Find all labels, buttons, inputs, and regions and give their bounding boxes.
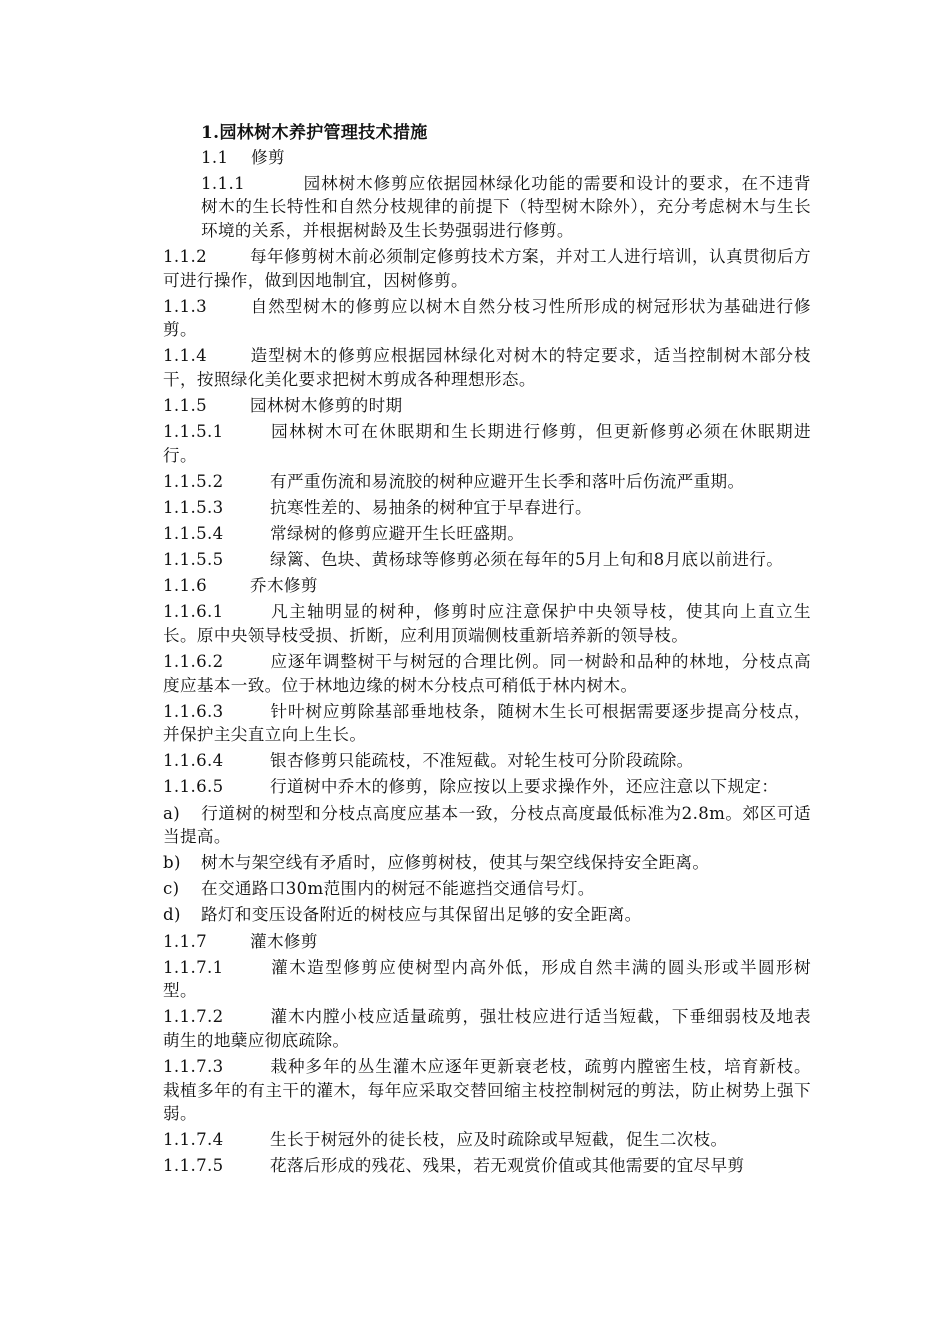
- paragraph: [163, 600, 811, 647]
- paragraph-number: 1.1.7.5: [163, 1156, 224, 1176]
- paragraph-number: 1.1.1: [201, 173, 245, 193]
- paragraph: [163, 522, 811, 546]
- paragraph-text: 树木与架空线有矛盾时，应修剪树枝，使其与架空线保持安全距离。: [201, 853, 710, 873]
- paragraph-number: 1.1.5.1: [163, 422, 224, 442]
- paragraph-number: 1.1.5: [163, 396, 207, 416]
- section-number: 1.1: [201, 147, 229, 167]
- paragraph: [163, 650, 811, 697]
- paragraph: [163, 295, 811, 342]
- paragraph: [163, 930, 811, 954]
- paragraph: [163, 877, 811, 901]
- paragraph-number: 1.1.5.4: [163, 524, 224, 543]
- paragraph-number: 1.1.2: [163, 246, 207, 266]
- paragraph-number: 1.1.6.2: [163, 651, 224, 671]
- doc-title: 1.园林树木养护管理技术措施: [201, 123, 428, 143]
- paragraph-text: 乔木修剪: [250, 576, 318, 596]
- paragraph-text: 抗寒性差的、易抽条的树种宜于早春进行。: [270, 497, 592, 517]
- paragraph: [163, 548, 811, 572]
- paragraph-number: 1.1.7.4: [163, 1130, 224, 1150]
- paragraph-number: a): [163, 803, 181, 823]
- paragraph-text: 应逐年调整树干与树冠的合理比例。同一树龄和品种的林地，分枝点高度应基本一致。位于林地边缘的树木分枝点可稍低于林内树木。: [163, 651, 811, 695]
- paragraph: [163, 1154, 811, 1178]
- paragraph-number: 1.1.5.5: [163, 550, 224, 570]
- paragraph-number: d): [163, 905, 181, 925]
- paragraph: [163, 172, 811, 243]
- paragraph: [163, 496, 811, 520]
- paragraph-text: 绿篱、色块、黄杨球等修剪必须在每年的5月上旬和8月底以前进行。: [270, 550, 784, 570]
- section-heading: [163, 146, 811, 170]
- paragraph-text: 凡主轴明显的树种，修剪时应注意保护中央领导枝，使其向上直立生长。原中央领导枝受损、折断，应利用顶端侧枝重新培养新的领导枝。: [163, 602, 811, 645]
- paragraph-text: 园林树木修剪的时期: [250, 396, 403, 416]
- paragraph: [163, 1128, 811, 1152]
- paragraph-text: 园林树木修剪应依据园林绿化功能的需要和设计的要求，在不违背树木的生长特性和自然分枝规律的前提下（特型树木除外），充分考虑树木与生长环境的关系，并根据树龄及生长势强弱进行修剪。: [201, 173, 811, 240]
- paragraph-number: 1.1.6.1: [163, 602, 224, 622]
- paragraph-text: 每年修剪树木前必须制定修剪技术方案，并对工人进行培训，认真贯彻后方可进行操作，做到因地制宜，因树修剪。: [163, 246, 811, 290]
- paragraph-number: 1.1.7.2: [163, 1007, 224, 1027]
- paragraph: [163, 775, 811, 799]
- paragraph: [163, 245, 811, 292]
- paragraph-number: 1.1.6.3: [163, 701, 224, 721]
- paragraph-text: 生长于树冠外的徒长枝，应及时疏除或早短截，促生二次枝。: [270, 1130, 728, 1150]
- paragraph-number: 1.1.6.4: [163, 751, 224, 771]
- paragraph-text: 银杏修剪只能疏枝，不准短截。对轮生枝可分阶段疏除。: [270, 751, 694, 771]
- paragraph: [163, 749, 811, 773]
- paragraph: [163, 574, 811, 598]
- paragraph-number: 1.1.5.3: [163, 497, 224, 517]
- paragraph-text: 灌木内膛小枝应适量疏剪，强壮枝应进行适当短截，下垂细弱枝及地表萌生的地蘖应彻底疏除。: [163, 1007, 811, 1050]
- paragraph: [163, 1055, 811, 1126]
- paragraph-text: 灌木造型修剪应使树型内高外低，形成自然丰满的圆头形或半圆形树型。: [163, 957, 811, 1001]
- paragraph-text: 灌木修剪: [250, 931, 318, 951]
- paragraph-text: 栽种多年的丛生灌木应逐年更新衰老枝，疏剪内膛密生枝，培育新枝。栽植多年的有主干的灌木，每年应采取交替回缩主枝控制树冠的剪法，防止树势上强下弱。: [163, 1056, 811, 1124]
- paragraph-number: 1.1.4: [163, 346, 207, 366]
- section-text: 修剪: [251, 147, 285, 167]
- paragraph-text: 行道树的树型和分枝点高度应基本一致，分枝点高度最低标准为2.8m。郊区可适当提高。: [163, 803, 811, 847]
- paragraph-text: 常绿树的修剪应避开生长旺盛期。: [270, 524, 525, 543]
- paragraph-text: 自然型树木的修剪应以树木自然分枝习性所形成的树冠形状为基础进行修剪。: [163, 296, 811, 340]
- paragraph-text: 路灯和变压设备附近的树枝应与其保留出足够的安全距离。: [201, 905, 642, 925]
- paragraph-list: [163, 172, 811, 1178]
- paragraph: [163, 394, 811, 418]
- paragraph-number: 1.1.5.2: [163, 471, 224, 491]
- paragraph-number: 1.1.6: [163, 576, 207, 596]
- paragraph-text: 造型树木的修剪应根据园林绿化对树木的特定要求，适当控制树木部分枝干，按照绿化美化要求把树木剪成各种理想形态。: [163, 346, 811, 389]
- paragraph-number: 1.1.7: [163, 931, 207, 951]
- paragraph-number: 1.1.7.1: [163, 957, 224, 977]
- paragraph: [163, 1005, 811, 1052]
- paragraph: [163, 470, 811, 494]
- paragraph-text: 行道树中乔木的修剪，除应按以上要求操作外，还应注意以下规定：: [270, 777, 779, 797]
- paragraph-text: 在交通路口30m范围内的树冠不能遮挡交通信号灯。: [201, 879, 595, 899]
- paragraph-text: 园林树木可在休眠期和生长期进行修剪，但更新修剪必须在休眠期进行。: [163, 422, 811, 465]
- document-page: [163, 122, 811, 1178]
- paragraph-number: c): [163, 879, 180, 899]
- paragraph-number: 1.1.3: [163, 296, 207, 316]
- paragraph-number: b): [163, 853, 181, 873]
- paragraph-text: 针叶树应剪除基部垂地枝条，随树木生长可根据需要逐步提高分枝点，并保护主尖直立向上生长。: [163, 701, 811, 745]
- paragraph: [163, 851, 811, 875]
- paragraph-text: 有严重伤流和易流胶的树种应避开生长季和落叶后伤流严重期。: [270, 471, 745, 491]
- paragraph-number: 1.1.6.5: [163, 777, 224, 797]
- paragraph: [163, 956, 811, 1003]
- paragraph-number: 1.1.7.3: [163, 1056, 224, 1076]
- paragraph-text: 花落后形成的残花、残果，若无观赏价值或其他需要的宜尽早剪: [270, 1156, 745, 1176]
- paragraph: [163, 802, 811, 849]
- paragraph: [163, 903, 811, 927]
- paragraph: [163, 344, 811, 391]
- paragraph: [163, 420, 811, 467]
- paragraph: [163, 700, 811, 747]
